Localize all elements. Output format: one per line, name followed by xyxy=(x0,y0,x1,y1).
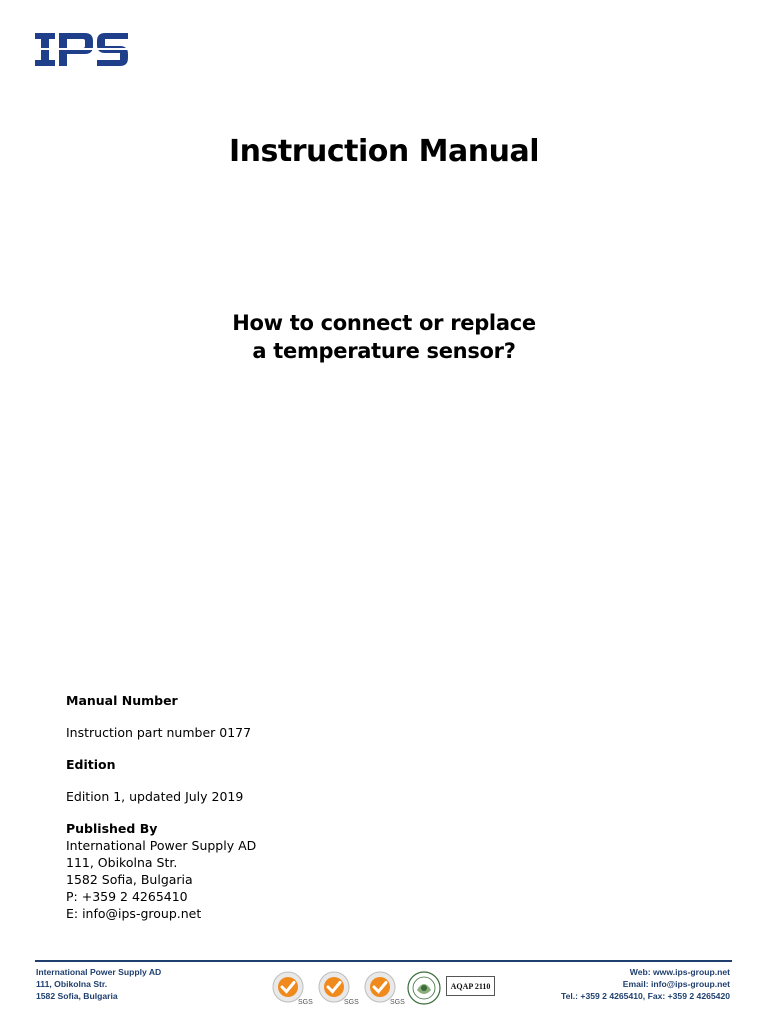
edition-value: Edition 1, updated July 2019 xyxy=(66,789,244,804)
document-title: Instruction Manual xyxy=(228,134,540,169)
footer-company: International Power Supply AD xyxy=(36,967,162,977)
published-by-heading: Published By xyxy=(66,821,158,836)
sgs-label-1: SGS xyxy=(298,999,313,1006)
footer-city: 1582 Sofia, Bulgaria xyxy=(36,991,118,1001)
manual-info-block xyxy=(66,692,466,922)
publisher-phone: P: +359 2 4265410 xyxy=(66,889,188,904)
sgs-certificate-icon xyxy=(270,970,313,1006)
aqap-seal-icon xyxy=(404,970,444,1006)
footer-contacts xyxy=(561,966,730,1002)
publisher-name: International Power Supply AD xyxy=(66,838,257,853)
footer-email: Email: info@ips-group.net xyxy=(622,979,730,989)
footer-web: Web: www.ips-group.net xyxy=(629,967,730,977)
footer-street: 111, Obikolna Str. xyxy=(36,979,108,989)
publisher-email: E: info@ips-group.net xyxy=(66,906,202,921)
footer-address xyxy=(36,966,161,1002)
aqap-badge: AQAP 2110 xyxy=(446,976,495,996)
sgs-certificate-icon xyxy=(362,970,405,1006)
publisher-street: 111, Obikolna Str. xyxy=(66,855,178,870)
ips-logo-icon xyxy=(35,33,128,66)
edition-heading: Edition xyxy=(66,757,116,772)
footer-divider xyxy=(35,960,732,962)
manual-number-heading: Manual Number xyxy=(66,693,178,708)
sgs-label-2: SGS xyxy=(344,999,359,1006)
publisher-city: 1582 Sofia, Bulgaria xyxy=(66,872,193,887)
subtitle-line-1: How to connect or replace xyxy=(232,311,536,335)
sgs-label-3: SGS xyxy=(390,999,405,1006)
manual-number-value: Instruction part number 0177 xyxy=(66,725,252,740)
sgs-certificate-icon xyxy=(316,970,359,1006)
document-subtitle xyxy=(0,309,768,365)
ips-logo xyxy=(35,33,128,66)
subtitle-line-2: a temperature sensor? xyxy=(252,339,516,363)
footer-phone-fax: Tel.: +359 2 4265410, Fax: +359 2 4265420 xyxy=(561,991,730,1001)
